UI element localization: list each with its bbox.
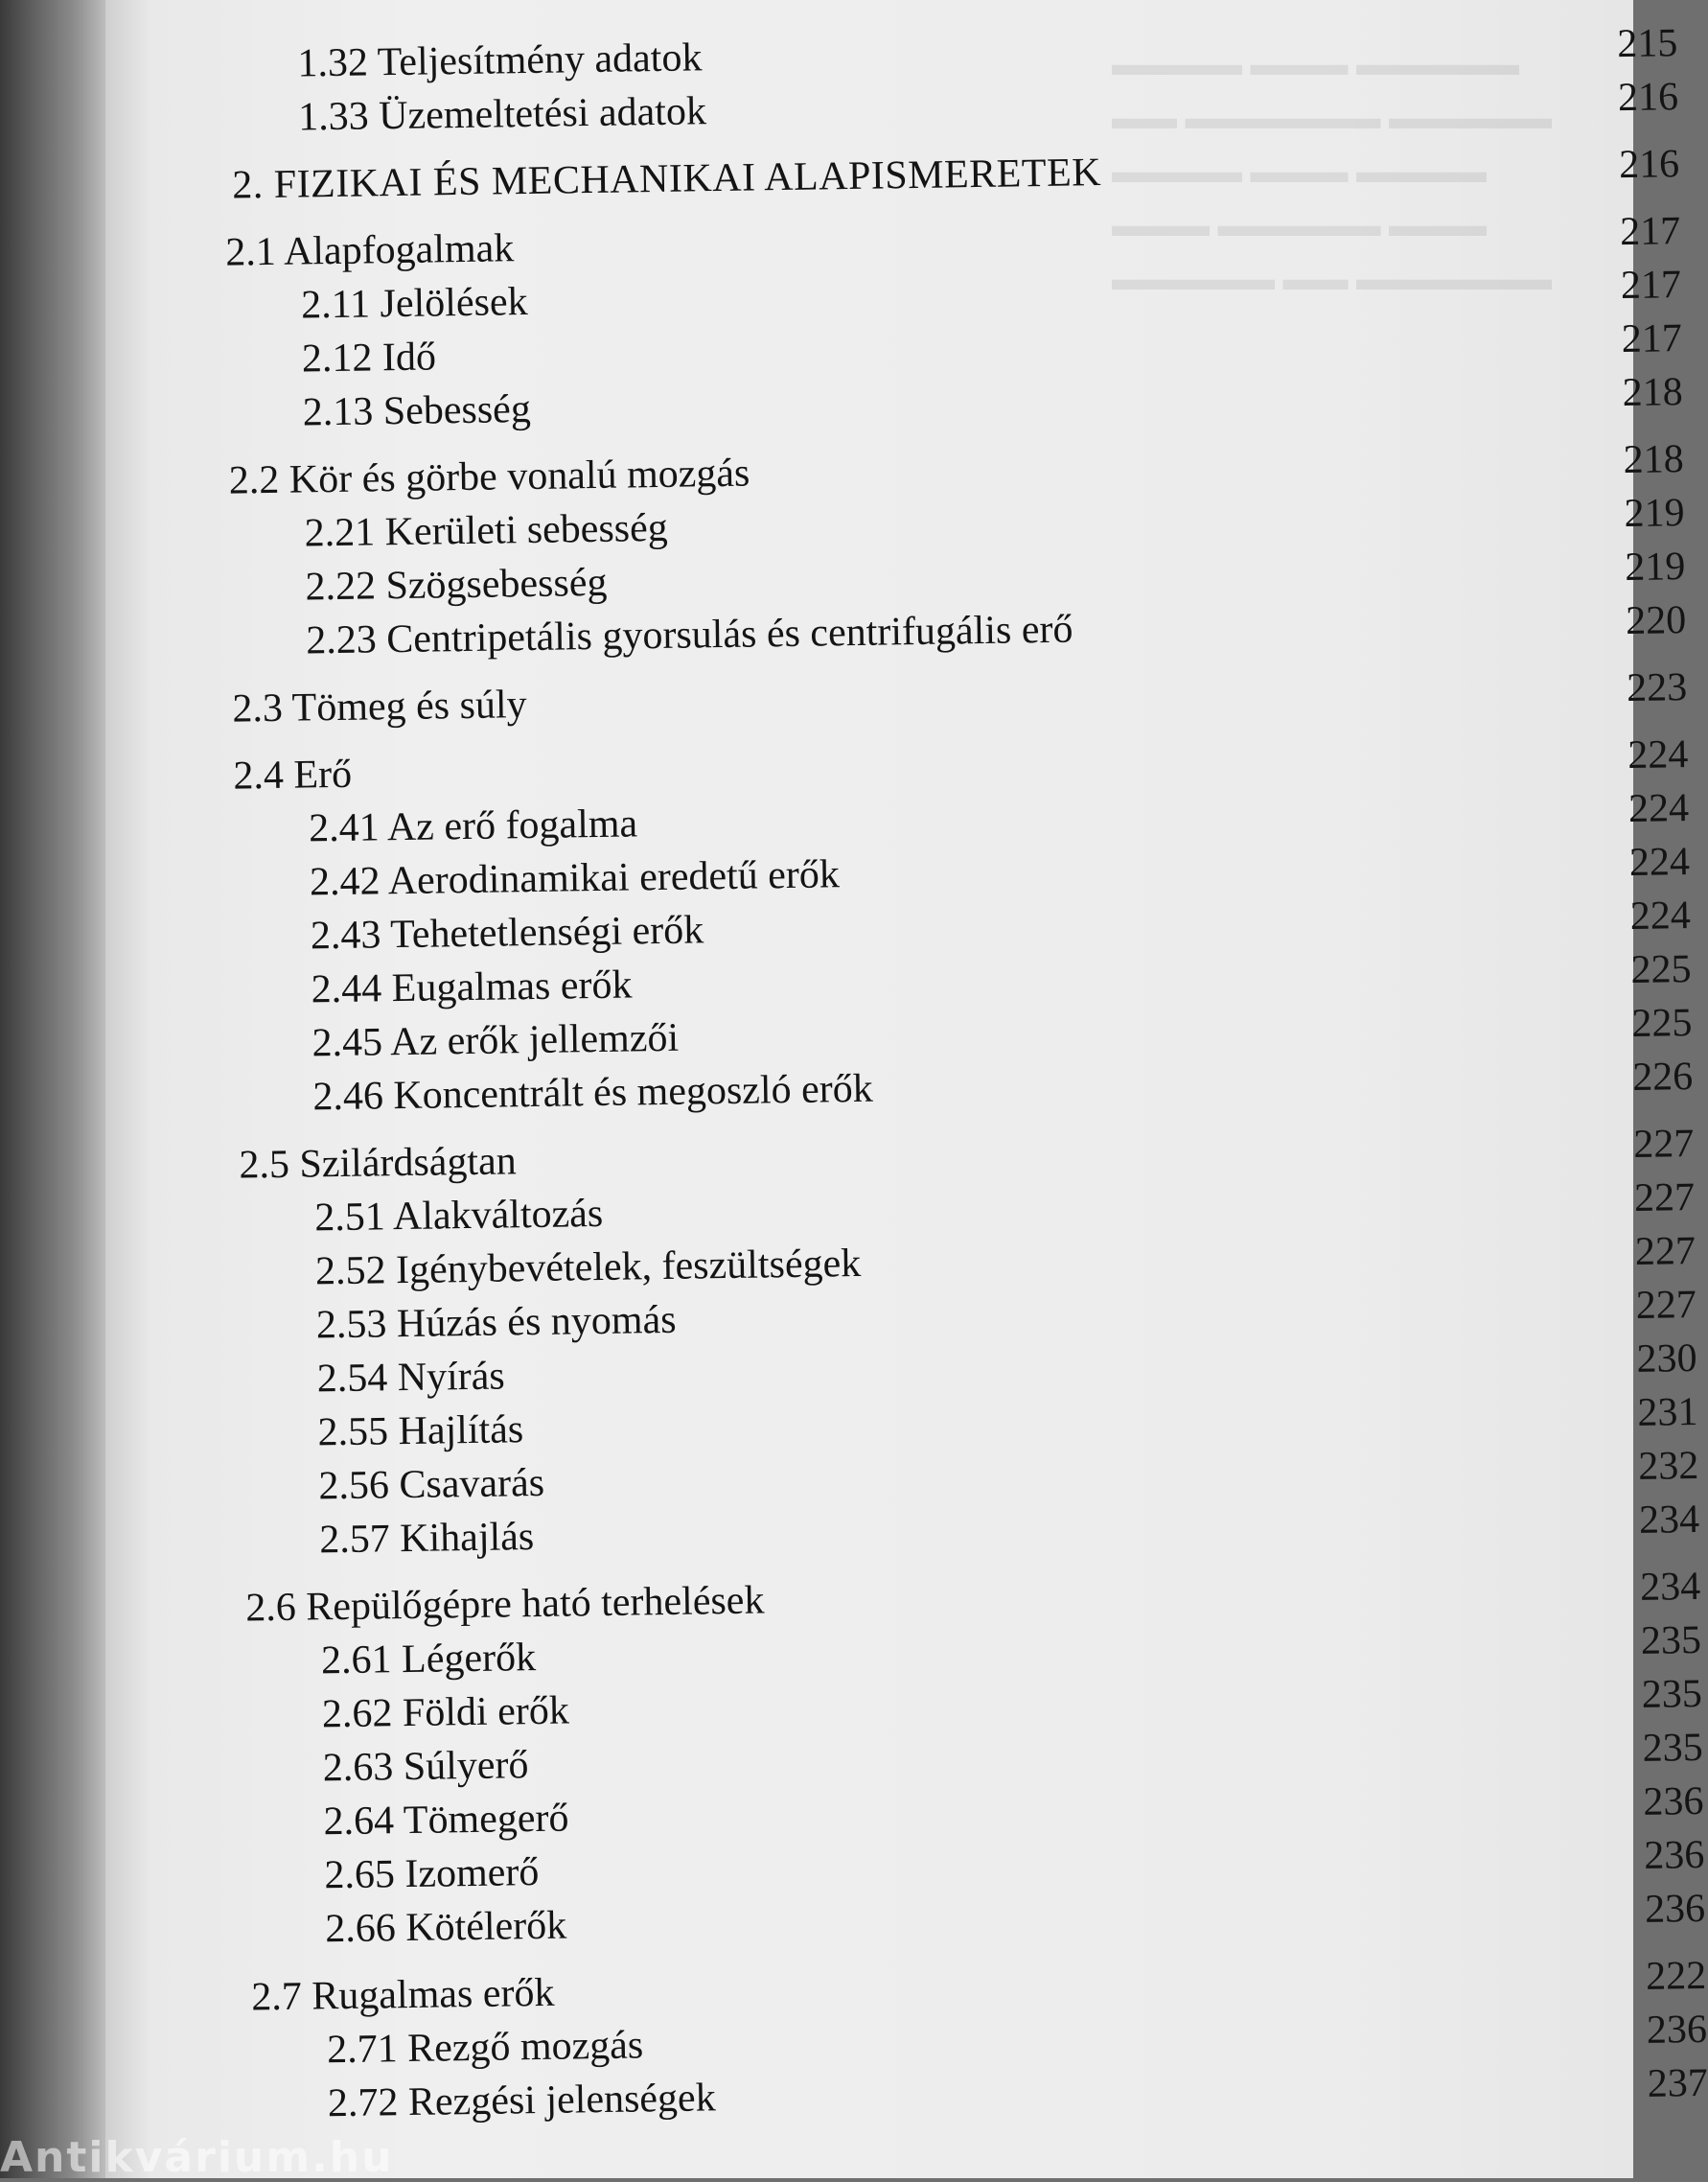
toc-entry-page: 227 [1632,1122,1695,1167]
toc-entry-title: 1.33 Üzemeltetési adatok [297,89,707,140]
toc-entry-title: 2. FIZIKAI ÉS MECHANIKAI ALAPISMERETEK [231,151,1102,208]
toc-entry-title: 2.21 Kerületi sebesség [304,505,669,556]
toc-entry-title: 2.65 Izomerő [324,1849,540,1898]
toc-entry-title: 2.41 Az erő fogalma [308,801,638,851]
toc-entry-title: 2.61 Légerők [320,1636,537,1683]
toc-entry-title: 2.42 Aerodinamikai eredetű erők [309,852,841,905]
show-through-text: ▬▬▬▬ ▬▬▬ ▬▬▬▬▬ ▬▬ ▬▬▬▬▬▬ ▬▬▬▬▬ ▬▬▬▬ ▬▬▬ ▬▬▬▬ ▬▬▬ ▬▬▬▬▬ ▬▬▬ ▬▬▬▬▬ ▬▬ ▬▬▬▬▬▬ [1112,47,1552,297]
toc-entry-title: 2.71 Rezgő mozgás [326,2023,644,2073]
toc-entry-page: 224 [1627,732,1689,778]
watermark-text: Antikvárium.hu [0,2133,394,2182]
toc-entry-page: 236 [1643,1832,1705,1878]
toc-section [211,661,1688,736]
toc-entry-title: 2.53 Húzás és nyomás [315,1297,677,1348]
toc-entry-title: 2.52 Igénybevételek, feszültségek [314,1241,862,1294]
toc-entry-title: 2.12 Idő [301,335,437,382]
toc-entry-page: 235 [1641,1671,1703,1717]
toc-entry-page: 231 [1637,1389,1698,1435]
toc-entry-page: 217 [1619,209,1681,255]
book-spine-shadow [0,0,105,2178]
toc-entry-title: 2.64 Tömegerő [323,1796,569,1845]
toc-entry-title: 2.72 Rezgési jelenségek [327,2076,716,2126]
book-page [105,0,1708,2178]
toc-entry-page: 227 [1633,1175,1696,1220]
toc-entry-page: 215 [1616,21,1678,67]
toc-entry-title: 2.56 Csavarás [318,1460,545,1509]
toc-entry-title: 2.7 Rugalmas erők [250,1970,555,2020]
toc-entry-page: 235 [1642,1725,1703,1771]
toc-entry-title: 2.54 Nyírás [316,1354,506,1402]
toc-entry-page: 225 [1630,947,1692,992]
toc-entry-title: 2.3 Tömeg és súly [232,683,527,731]
toc-entry-title: 2.66 Kötélerők [324,1903,567,1952]
toc-entry-page: 236 [1646,2007,1708,2053]
toc-entry-page: 234 [1639,1564,1701,1610]
toc-entry-page: 236 [1643,1778,1704,1824]
toc-entry-title: 2.44 Eugalmas erők [311,963,633,1012]
toc-entry-title: 2.11 Jelölések [300,279,528,328]
toc-entry-page: 222 [1645,1953,1707,1999]
toc-entry-page: 217 [1620,263,1682,309]
toc-chapter-heading [203,137,1680,213]
toc-entry-page: 219 [1625,545,1686,591]
toc-entry-title: 1.32 Teljesítmény adatok [297,35,703,86]
toc-entry-page: 217 [1621,316,1683,362]
toc-entry-title: 2.4 Erő [233,752,353,799]
toc-entry-title: 2.23 Centripetális gyorsulás és centrifugális erő [305,607,1073,663]
toc-entry-page: 226 [1631,1055,1694,1100]
toc-entry-page: 235 [1640,1617,1702,1663]
toc-entry-page: 218 [1623,437,1685,483]
toc-entry-page: 224 [1628,840,1691,885]
toc-entry-page: 234 [1638,1497,1700,1543]
toc-entry-page: 218 [1622,370,1683,416]
toc-entry-page: 216 [1617,75,1679,121]
toc-entry-page: 237 [1647,2060,1708,2106]
toc-entry-title: 2.55 Hajlítás [317,1407,524,1455]
toc-entry-page: 219 [1624,491,1685,537]
toc-entry-title: 2.1 Alapfogalmak [224,226,515,275]
toc-entry-page: 224 [1629,894,1692,939]
toc-entry-page: 225 [1631,1001,1693,1046]
toc-entry-title: 2.5 Szilárdságtan [239,1139,518,1188]
toc-entry-page: 227 [1634,1229,1696,1274]
toc-entry-page: 236 [1644,1886,1706,1932]
toc-entry-title: 2.6 Repülőgépre ható terhelések [244,1578,765,1631]
toc-entry-page: 216 [1618,142,1680,188]
table-of-contents [201,16,1708,2132]
toc-entry-title: 2.46 Koncentrált és megoszló erők [312,1066,874,1120]
toc-entry-title: 2.62 Földi erők [321,1688,570,1737]
toc-entry-title: 2.57 Kihajlás [318,1515,535,1563]
toc-entry-page: 223 [1626,665,1688,711]
toc-entry-page: 220 [1625,598,1687,644]
toc-entry-page: 224 [1627,786,1690,831]
toc-entry-title: 2.63 Súlyerő [322,1743,529,1791]
toc-entry-title: 2.13 Sebesség [302,386,532,435]
toc-entry-page: 227 [1635,1283,1697,1328]
toc-entry-title: 2.43 Tehetetlenségi erők [310,908,704,959]
toc-entry-title: 2.51 Alakváltozás [313,1191,604,1241]
toc-entry-title: 2.22 Szögsebesség [305,560,608,610]
toc-entry-page: 232 [1637,1443,1699,1489]
toc-entry-title: 2.45 Az erők jellemzői [312,1015,680,1066]
toc-entry-page: 230 [1636,1336,1697,1381]
toc-entry-title: 2.2 Kör és görbe vonalú mozgás [228,451,750,503]
